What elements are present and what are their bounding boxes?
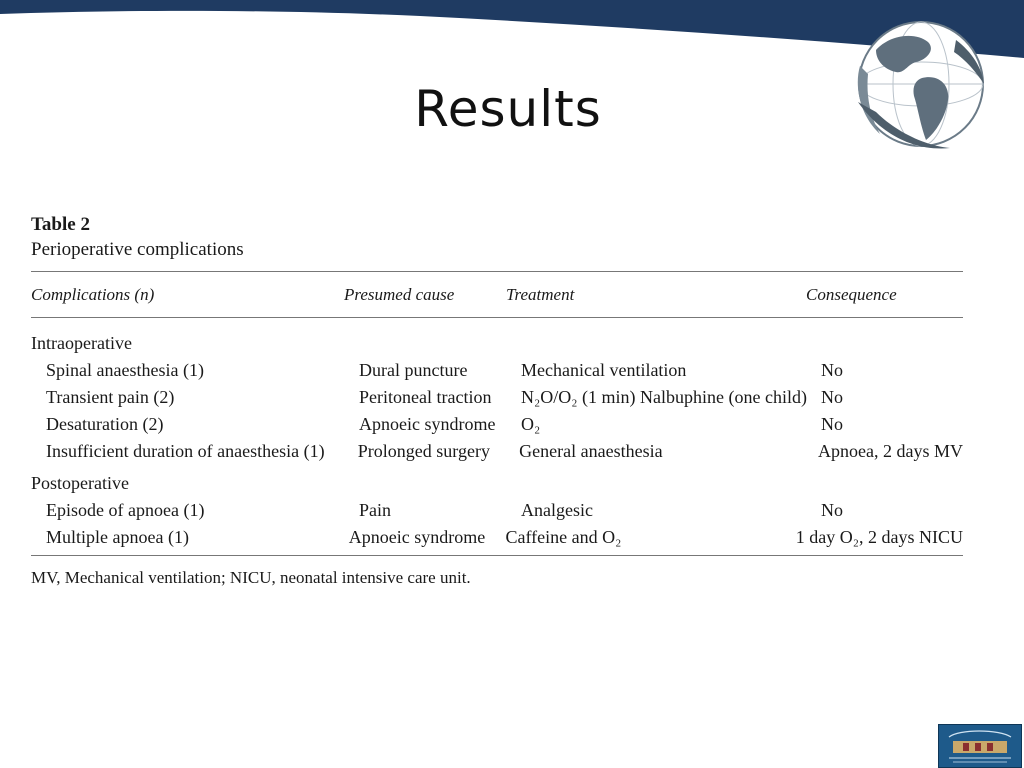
cell-presumed-cause: Prolonged surgery [357,441,490,461]
group-heading-intraoperative: Intraoperative [31,333,132,353]
cell-presumed-cause: Dural puncture [359,360,468,380]
cell-consequence: 1 day O₂, 2 days NICU [795,527,963,547]
table-row [31,438,963,465]
table-row [31,384,963,411]
table-header-row [31,272,963,317]
table-header-rule [31,317,963,318]
table-caption: Perioperative complications [31,239,244,260]
cell-consequence: Apnoea, 2 days MV [818,441,963,461]
cell-treatment: Caffeine and O₂ [505,527,622,547]
table-row [31,524,963,551]
cell-presumed-cause: Peritoneal traction [359,387,492,407]
cell-complication: Spinal anaesthesia (1) [46,360,204,380]
cell-presumed-cause: Pain [359,500,392,520]
column-header-consequence: Consequence [806,284,897,304]
column-header-presumed-cause: Presumed cause [344,284,455,304]
table-bottom-rule [31,555,963,556]
table-label: Table 2 [31,214,90,235]
cell-presumed-cause: Apnoeic syndrome [348,527,486,547]
cell-treatment: Mechanical ventilation [521,360,687,380]
column-header-complications: Complications (n) [31,284,155,304]
column-header-treatment: Treatment [506,284,575,304]
cell-complication: Insufficient duration of anaesthesia (1) [46,441,325,461]
complications-table [31,214,963,588]
cell-complication: Transient pain (2) [46,387,175,407]
cell-consequence: No [821,360,843,380]
cell-treatment: Analgesic [521,500,593,520]
cell-complication: Desaturation (2) [46,414,164,434]
table-row [31,357,963,384]
slide-title: Results [414,80,602,138]
cell-treatment: N₂O/O₂ (1 min) Nalbuphine (one child) [521,387,807,407]
table-row [31,497,963,524]
society-logo [938,724,1022,768]
cell-treatment: O₂ [521,414,541,434]
group-heading-postoperative: Postoperative [31,473,129,493]
cell-consequence: No [821,387,843,407]
table-footnote: MV, Mechanical ventilation; NICU, neonatal intensive care unit. [31,568,471,587]
cell-complication: Episode of apnoea (1) [46,500,205,520]
table-row [31,411,963,438]
cell-consequence: No [821,500,843,520]
cell-treatment: General anaesthesia [519,441,663,461]
cell-consequence: No [821,414,843,434]
cell-presumed-cause: Apnoeic syndrome [359,414,496,434]
cell-complication: Multiple apnoea (1) [46,527,189,547]
